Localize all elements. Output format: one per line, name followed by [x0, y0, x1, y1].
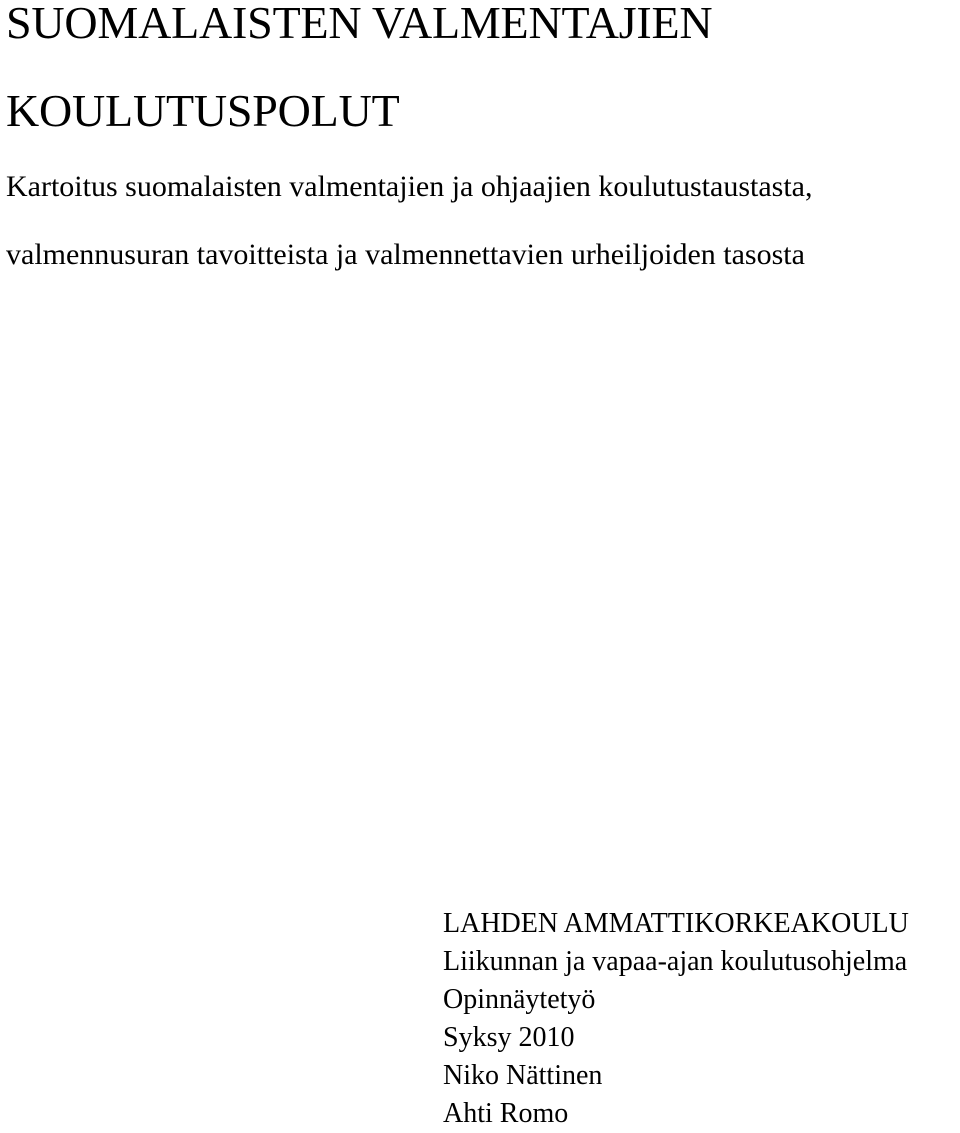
document-title-line-2: KOULUTUSPOLUT [6, 85, 400, 136]
document-title-line-1: SUOMALAISTEN VALMENTAJIEN [6, 0, 713, 48]
author-name: Niko Nättinen [443, 1060, 603, 1091]
institution-name: LAHDEN AMMATTIKORKEAKOULU [443, 908, 909, 939]
document-subtitle-line-2: valmennusuran tavoitteista ja valmennettavien urheiljoiden tasosta [6, 238, 805, 271]
document-type: Opinnäytetyö [443, 984, 596, 1015]
title-page-info-block [443, 905, 909, 1133]
term-date: Syksy 2010 [443, 1022, 575, 1053]
degree-program: Liikunnan ja vapaa-ajan koulutusohjelma [443, 946, 908, 977]
document-subtitle-line-1: Kartoitus suomalaisten valmentajien ja ohjaajien koulutustaustasta, [6, 170, 813, 203]
author-name: Ahti Romo [443, 1098, 569, 1129]
